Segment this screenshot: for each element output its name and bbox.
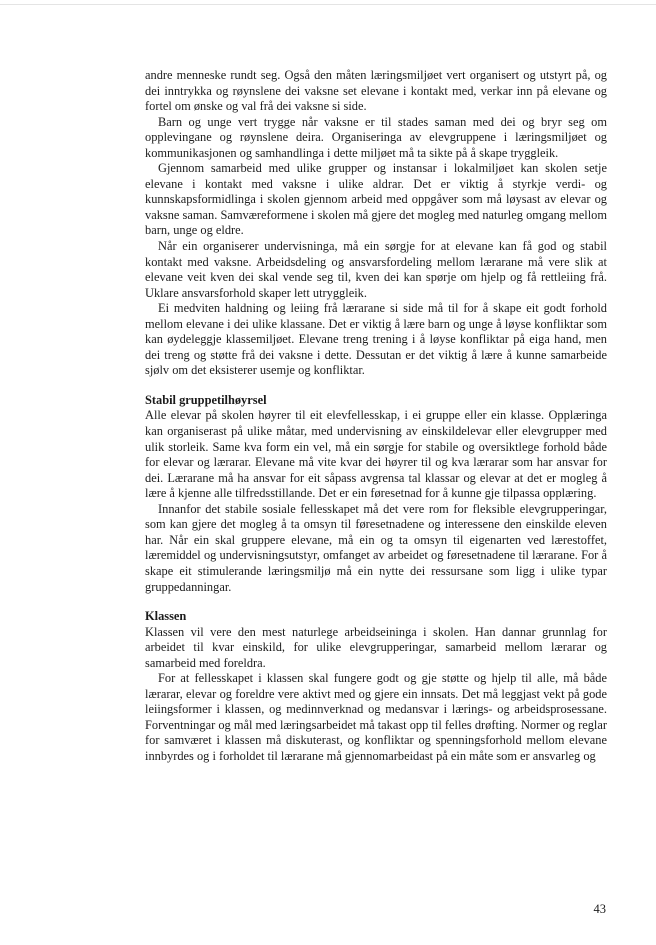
paragraph-haldning: Ei medviten haldning og leiing frå lærarane si side må til for å skape eit godt forhold mellom elevane i dei ulike klassane. Det er viktig å lære barn og unge å løyse konfliktar som kan øydeleggje klassemiljøet. Elevane treng trening i å løyse konfliktar på eiga hand, men dei treng og støtte frå dei vaksne i dette. Dessutan er det viktig å lære å kunne samarbeide sjølv om det eksisterer usemje og konfliktar.: [145, 301, 607, 378]
document-body: [145, 68, 607, 765]
paragraph-stabil-2: Innanfor det stabile sosiale fellesskapet må det vere rom for fleksible elevgrupperingar, som kan gjere det mogleg å ta omsyn til føresetnadene og interessene den einskilde eleven har. Når ein skal gruppere elevane, må ein og ta omsyn til eigenarten ved lærestoffet, læremiddel og undervisningsutstyr, omfanget av arbeidet og føresetnadene til lærarane. For å skape eit stimulerande læringsmiljø må ein nytte dei ressursane som ligg i ulike typar gruppedanningar.: [145, 501, 607, 594]
paragraph-trygge: Barn og unge vert trygge når vaksne er til stades saman med dei og bryr seg om opplevingane og røynslene deira. Organiseringa av elevgruppene i læringsmiljøet og kommunikasjonen og samhandlinga i dette miljøet må ta sikte på å skape tryggleik.: [145, 114, 607, 160]
paragraph-klassen-1: Klassen vil vere den mest naturlege arbeidseininga i skolen. Han dannar grunnlag for arbeidet til kvar einskild, for ulike elevgrupperingar, samarbeid mellom lærarar og samarbeid med foreldra.: [145, 624, 607, 670]
paragraph-klassen-2: For at fellesskapet i klassen skal fungere godt og gje støtte og hjelp til alle, må både lærarar, elevar og foreldre vere aktivt med og gjere ein innsats. Det må leggjast vekt på gode leiingsformer i klassen, og medinnverknad og medansvar i lærings- og arbeidsprosessane. Forventningar og mål med læringsarbeidet må takast opp til felles drøfting. Normer og reglar for samværet i klassen må diskuterast, og konfliktar og spenningsforhold mellom elevane innbyrdes og i forholdet til lærarane må gjennomarbeidast på ein måte som er ansvarleg og: [145, 671, 607, 763]
paragraph-intro-continued: andre menneske rundt seg. Også den måten læringsmiljøet vert organisert og utstyrt på, og dei inntrykka og røynslene dei vaksne set elevane i kontakt med, verkar inn på elevane og fortel om ønske og val frå dei vaksne si side.: [145, 68, 607, 114]
section-heading-klassen: Klassen: [145, 609, 187, 624]
paragraph-samarbeid: Gjennom samarbeid med ulike grupper og instansar i lokalmiljøet kan skolen setje elevane i kontakt med vaksne i ulike aldrar. Det er viktig å styrkje verdi- og kunnskapsformidlinga i skolen gjennom arbeid med oppgåver som må løysast av elevar og vaksne saman. Samværeformene i skolen må gjere det mogleg med naturleg omgang mellom barn, unge og eldre.: [145, 161, 607, 238]
paragraph-stabil-1: Alle elevar på skolen høyrer til eit elevfellesskap, i ei gruppe eller ein klasse. Opplæringa kan organiserast på ulike måtar, med undervisning av einskildelevar eller elevgrupper med ulik storleik. Same kva form ein vel, må ein sørgje for stabile og oversiktlege forhold både for elevar og lærarar. Elevane må vite kvar dei høyrer til og kva lærarar som har ansvar for dei. Lærarane må ha ansvar for eit såpass avgrensa tal klassar og elevar at det er mogleg å lære å kjenne alle tilfredsstillande. Det er ein føresetnad for å kunne gje tilpassa opplæring.: [145, 408, 607, 501]
page-edge-rule: [0, 4, 656, 5]
paragraph-organiserer: Når ein organiserer undervisninga, må ein sørgje for at elevane kan få god og stabil kontakt med vaksne. Arbeidsdeling og ansvarsfordeling mellom lærarane må vere slik at elevane veit kven dei skal vende seg til, kven dei kan spørje om hjelp og få rettleiing frå. Uklare ansvarsforhold skaper lett utryggleik.: [145, 239, 607, 300]
page-number: 43: [593, 902, 606, 916]
section-heading-stabil-gruppetilhoyrsel: Stabil gruppetilhøyrsel: [145, 392, 267, 407]
